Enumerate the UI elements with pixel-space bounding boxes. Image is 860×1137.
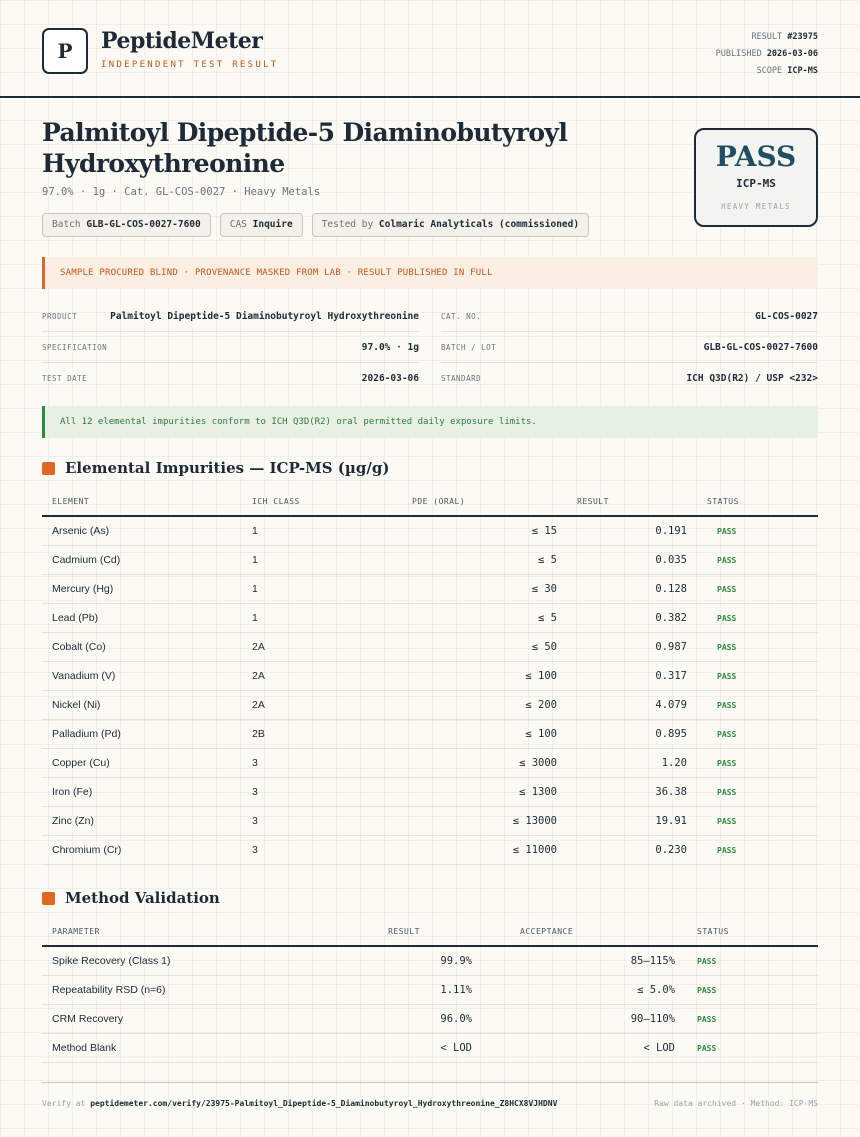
acceptance-cell: 90–110% <box>500 1005 687 1034</box>
result-cell: 96.0% <box>302 1005 500 1034</box>
pde-cell: ≤ 3000 <box>402 749 567 778</box>
table-row <box>42 976 818 1005</box>
parameter-cell: CRM Recovery <box>42 1005 302 1034</box>
result-cell: 0.987 <box>567 633 697 662</box>
status-badge: PASS <box>697 836 818 865</box>
element-cell: Arsenic (As) <box>42 516 242 546</box>
acceptance-cell: < LOD <box>500 1034 687 1063</box>
table-row <box>42 836 818 865</box>
result-cell: 0.382 <box>567 604 697 633</box>
table-row <box>42 662 818 691</box>
ich-class-cell: 1 <box>242 575 402 604</box>
status-badge: PASS <box>697 516 818 546</box>
tested-by-chip: Tested by Colmaric Analyticals (commissioned) <box>312 213 589 237</box>
table-row <box>42 749 818 778</box>
pde-cell: ≤ 50 <box>402 633 567 662</box>
table-row <box>42 546 818 575</box>
batch-chip: Batch GLB-GL-COS-0027-7600 <box>42 213 211 237</box>
pde-cell: ≤ 5 <box>402 546 567 575</box>
stamp-category: HEAVY METALS <box>721 202 791 211</box>
table-row <box>42 1005 818 1034</box>
element-cell: Iron (Fe) <box>42 778 242 807</box>
ich-class-cell: 1 <box>242 546 402 575</box>
col-status: STATUS <box>687 918 818 946</box>
table-header-row <box>42 918 818 946</box>
cas-chip: CAS Inquire <box>220 213 303 237</box>
result-cell: 0.230 <box>567 836 697 865</box>
element-cell: Copper (Cu) <box>42 749 242 778</box>
result-cell: 0.317 <box>567 662 697 691</box>
table-row <box>42 633 818 662</box>
stamp-verdict: PASS <box>715 140 797 173</box>
col-ich-class: ICH CLASS <box>242 488 402 516</box>
element-cell: Mercury (Hg) <box>42 575 242 604</box>
table-row <box>42 575 818 604</box>
status-badge: PASS <box>697 662 818 691</box>
status-badge: PASS <box>697 749 818 778</box>
element-cell: Cobalt (Co) <box>42 633 242 662</box>
col-result: RESULT <box>567 488 697 516</box>
status-badge: PASS <box>697 807 818 836</box>
result-id-line: RESULT #23975 <box>751 32 818 42</box>
element-cell: Cadmium (Cd) <box>42 546 242 575</box>
report-meta <box>716 29 818 80</box>
table-row <box>42 604 818 633</box>
status-badge: PASS <box>687 1034 818 1063</box>
element-cell: Palladium (Pd) <box>42 720 242 749</box>
scope-line: SCOPE ICP-MS <box>756 66 818 76</box>
pass-stamp <box>694 128 818 227</box>
pde-cell: ≤ 30 <box>402 575 567 604</box>
brand-logo <box>42 28 88 74</box>
status-badge: PASS <box>687 1005 818 1034</box>
info-row: BATCH / LOT GLB-GL-COS-0027-7600 <box>441 332 818 363</box>
table-row <box>42 946 818 976</box>
info-row: TEST DATE 2026-03-06 <box>42 372 419 384</box>
scope-value: ICP-MS <box>787 66 818 76</box>
impurities-table <box>42 488 818 865</box>
pde-cell: ≤ 13000 <box>402 807 567 836</box>
result-cell: 0.035 <box>567 546 697 575</box>
result-cell: 19.91 <box>567 807 697 836</box>
element-cell: Vanadium (V) <box>42 662 242 691</box>
ich-class-cell: 3 <box>242 836 402 865</box>
result-cell: 36.38 <box>567 778 697 807</box>
info-row: STANDARD ICH Q3D(R2) / USP <232> <box>441 372 818 384</box>
table-header-row <box>42 488 818 516</box>
element-cell: Lead (Pb) <box>42 604 242 633</box>
result-cell: 0.128 <box>567 575 697 604</box>
chip-row <box>42 213 589 237</box>
parameter-cell: Method Blank <box>42 1034 302 1063</box>
table-row <box>42 691 818 720</box>
table-row <box>42 720 818 749</box>
pde-cell: ≤ 15 <box>402 516 567 546</box>
published-line: PUBLISHED 2026-03-06 <box>715 49 818 59</box>
element-cell: Nickel (Ni) <box>42 691 242 720</box>
element-cell: Zinc (Zn) <box>42 807 242 836</box>
parameter-cell: Spike Recovery (Class 1) <box>42 946 302 976</box>
ich-class-cell: 2A <box>242 633 402 662</box>
ich-class-cell: 2B <box>242 720 402 749</box>
archive-note: Raw data archived · Method: ICP-MS <box>654 1099 818 1108</box>
status-badge: PASS <box>697 604 818 633</box>
brand-name: PeptideMeter <box>101 28 263 54</box>
info-row: CAT. NO. GL-COS-0027 <box>441 301 818 332</box>
published-date: 2026-03-06 <box>766 49 818 59</box>
verify-link[interactable]: peptidemeter.com/verify/23975-Palmitoyl_Dipeptide-5_Diaminobutyroyl_Hydroxythreonine_Z8HCX8VJHDNV <box>90 1099 558 1108</box>
status-badge: PASS <box>697 633 818 662</box>
col-status: STATUS <box>697 488 818 516</box>
result-cell: 1.20 <box>567 749 697 778</box>
pde-cell: ≤ 11000 <box>402 836 567 865</box>
info-right <box>441 301 818 393</box>
acceptance-cell: 85–115% <box>500 946 687 976</box>
report-footer <box>42 1082 818 1108</box>
section-marker-icon <box>42 892 55 905</box>
table-row <box>42 778 818 807</box>
validation-heading: Method Validation <box>42 889 220 907</box>
status-badge: PASS <box>687 976 818 1005</box>
ich-class-cell: 1 <box>242 516 402 546</box>
result-cell: 99.9% <box>302 946 500 976</box>
pde-cell: ≤ 100 <box>402 720 567 749</box>
status-badge: PASS <box>697 720 818 749</box>
result-cell: 0.895 <box>567 720 697 749</box>
status-badge: PASS <box>697 778 818 807</box>
logo-letter: P <box>57 39 73 63</box>
section-marker-icon <box>42 462 55 475</box>
pde-cell: ≤ 200 <box>402 691 567 720</box>
product-subline: 97.0% · 1g · Cat. GL-COS-0027 · Heavy Metals <box>42 186 321 198</box>
result-cell: 0.191 <box>567 516 697 546</box>
ich-class-cell: 3 <box>242 807 402 836</box>
parameter-cell: Repeatability RSD (n=6) <box>42 976 302 1005</box>
ich-class-cell: 1 <box>242 604 402 633</box>
stamp-method: ICP-MS <box>736 177 776 190</box>
table-row <box>42 1034 818 1063</box>
info-left <box>42 301 419 393</box>
table-row <box>42 516 818 546</box>
element-cell: Chromium (Cr) <box>42 836 242 865</box>
pde-cell: ≤ 5 <box>402 604 567 633</box>
conformance-banner: All 12 elemental impurities conform to ICH Q3D(R2) oral permitted daily exposure limits. <box>42 406 818 438</box>
status-badge: PASS <box>697 691 818 720</box>
acceptance-cell: ≤ 5.0% <box>500 976 687 1005</box>
info-row: PRODUCT Palmitoyl Dipeptide-5 Diaminobutyroyl Hydroxythreonine <box>42 301 419 332</box>
result-cell: < LOD <box>302 1034 500 1063</box>
status-badge: PASS <box>697 575 818 604</box>
report-header <box>0 0 860 98</box>
status-badge: PASS <box>697 546 818 575</box>
status-badge: PASS <box>687 946 818 976</box>
col-acceptance: ACCEPTANCE <box>500 918 687 946</box>
impurities-heading: Elemental Impurities — ICP-MS (µg/g) <box>42 459 389 477</box>
info-row: SPECIFICATION 97.0% · 1g <box>42 332 419 363</box>
col-pde: PDE (ORAL) <box>402 488 567 516</box>
ich-class-cell: 3 <box>242 749 402 778</box>
brand-tagline: INDEPENDENT TEST RESULT <box>101 60 279 70</box>
ich-class-cell: 3 <box>242 778 402 807</box>
ich-class-cell: 2A <box>242 662 402 691</box>
verify-line: Verify at peptidemeter.com/verify/23975-Palmitoyl_Dipeptide-5_Diaminobutyroyl_Hydroxythreonine_Z8HCX8VJHDNV <box>42 1099 558 1108</box>
col-result: RESULT <box>302 918 500 946</box>
result-cell: 1.11% <box>302 976 500 1005</box>
table-row <box>42 807 818 836</box>
col-element: ELEMENT <box>42 488 242 516</box>
pde-cell: ≤ 1300 <box>402 778 567 807</box>
product-title: Palmitoyl Dipeptide-5 Diaminobutyroyl Hydroxythreonine <box>42 118 568 178</box>
pde-cell: ≤ 100 <box>402 662 567 691</box>
validation-table <box>42 918 818 1063</box>
col-parameter: PARAMETER <box>42 918 302 946</box>
result-cell: 4.079 <box>567 691 697 720</box>
result-id: #23975 <box>787 32 818 42</box>
ich-class-cell: 2A <box>242 691 402 720</box>
blind-notice: SAMPLE PROCURED BLIND · PROVENANCE MASKED FROM LAB · RESULT PUBLISHED IN FULL <box>42 257 818 289</box>
